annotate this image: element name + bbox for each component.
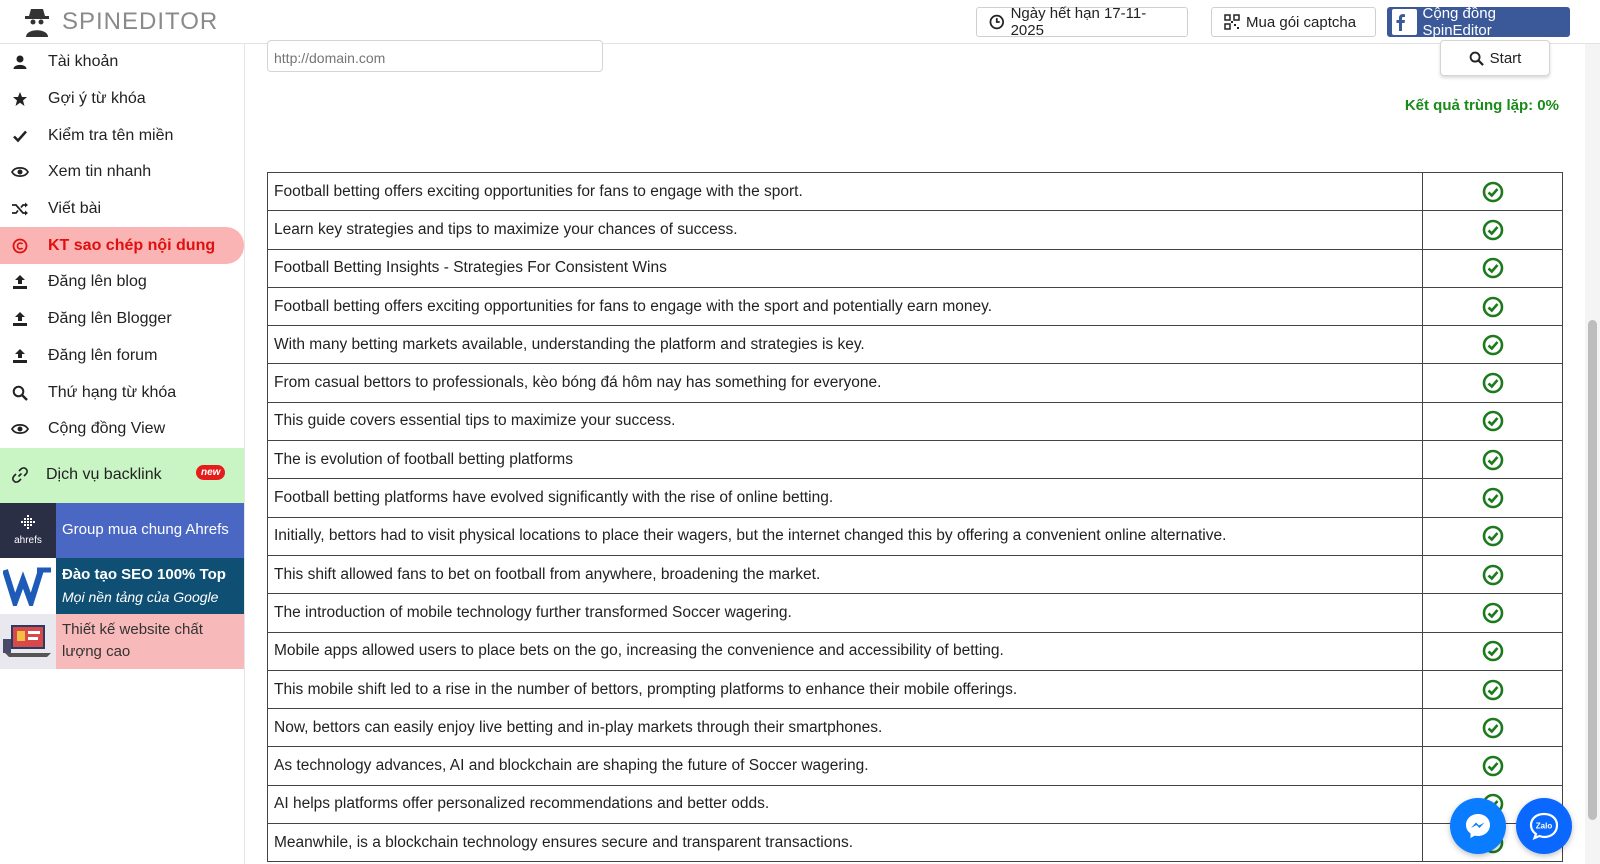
check-circle-icon — [1482, 296, 1504, 318]
promo-line-2: lượng cao — [62, 643, 131, 661]
clock-icon — [989, 14, 1005, 30]
facebook-community-button[interactable] — [1387, 7, 1570, 37]
expiry-date-button[interactable] — [976, 7, 1188, 37]
sentence-cell: From casual bettors to professionals, kèo bóng đá hôm nay has something for everyone. — [268, 364, 1423, 402]
sentence-cell: AI helps platforms offer personalized recommendations and better odds. — [268, 785, 1423, 823]
status-cell — [1423, 479, 1563, 517]
check-circle-icon — [1482, 640, 1504, 662]
results-table — [267, 172, 1563, 862]
table-row — [268, 211, 1563, 249]
start-label: Start — [1489, 49, 1522, 67]
check-circle-icon — [1482, 334, 1504, 356]
status-cell — [1423, 287, 1563, 325]
table-row — [268, 632, 1563, 670]
status-cell — [1423, 517, 1563, 555]
table-row — [268, 249, 1563, 287]
ahrefs-logo-text: ahrefs — [14, 534, 42, 546]
check-circle-icon — [1482, 717, 1504, 739]
sentence-cell: Initially, bettors had to visit physical locations to place their wagers, but the internet changed this by offering a convenient online alternative. — [268, 517, 1423, 555]
upload-icon — [10, 309, 30, 329]
sentence-cell: This shift allowed fans to bet on football from anywhere, broadening the market. — [268, 555, 1423, 593]
promo-text — [56, 564, 226, 608]
promo-seo-training[interactable] — [0, 558, 244, 614]
zalo-icon — [1528, 811, 1560, 841]
status-cell — [1423, 211, 1563, 249]
qr-code-icon — [1224, 14, 1240, 30]
status-cell — [1423, 632, 1563, 670]
status-cell — [1423, 441, 1563, 479]
sidebar-item-account[interactable] — [0, 44, 244, 81]
new-badge: new — [196, 465, 225, 480]
status-cell — [1423, 747, 1563, 785]
ahrefs-logo-icon — [0, 503, 56, 559]
check-circle-icon — [1482, 487, 1504, 509]
sidebar-item-label: Kiểm tra tên miền — [48, 126, 174, 144]
check-circle-icon — [1482, 564, 1504, 586]
captcha-label: Mua gói captcha — [1246, 13, 1357, 31]
eye-icon — [10, 162, 30, 182]
table-row — [268, 555, 1563, 593]
status-cell — [1423, 249, 1563, 287]
main-content — [245, 44, 1585, 864]
status-cell — [1423, 555, 1563, 593]
sidebar-item-keyword-suggest[interactable] — [0, 81, 244, 118]
table-row — [268, 517, 1563, 555]
sidebar-item-label: Thứ hạng từ khóa — [48, 383, 177, 401]
sidebar-item-backlink-service[interactable] — [0, 448, 244, 503]
upload-icon — [10, 272, 30, 292]
sidebar-item-label: Cộng đồng View — [48, 420, 166, 438]
sidebar-item-community-view[interactable] — [0, 411, 244, 448]
table-row — [268, 824, 1563, 862]
facebook-icon — [1392, 9, 1417, 35]
sidebar — [0, 44, 245, 864]
sentence-cell: Meanwhile, is a blockchain technology ensures secure and transparent transactions. — [268, 824, 1423, 862]
community-label: Cộng đồng SpinEditor — [1422, 5, 1496, 39]
promo-ahrefs-group[interactable] — [0, 503, 244, 559]
table-row — [268, 785, 1563, 823]
check-circle-icon — [1482, 257, 1504, 279]
sidebar-item-label: Xem tin nhanh — [48, 163, 152, 181]
status-cell — [1423, 594, 1563, 632]
sentence-cell: Football betting offers exciting opportunities for fans to engage with the sport and potentially earn money. — [268, 287, 1423, 325]
promo-line-1: Thiết kế website chất — [62, 621, 203, 639]
status-cell — [1423, 173, 1563, 211]
check-circle-icon — [1482, 410, 1504, 432]
sidebar-item-label: Gợi ý từ khóa — [48, 90, 146, 108]
user-icon — [10, 52, 30, 72]
sidebar-item-label: Đăng lên Blogger — [48, 310, 172, 328]
table-row — [268, 364, 1563, 402]
top-header — [0, 0, 1600, 44]
logo[interactable] — [22, 4, 218, 40]
link-icon — [10, 465, 30, 485]
table-row — [268, 287, 1563, 325]
check-circle-icon — [1482, 372, 1504, 394]
table-row — [268, 670, 1563, 708]
check-circle-icon — [1482, 525, 1504, 547]
w-logo-icon — [0, 558, 56, 614]
check-circle-icon — [1482, 219, 1504, 241]
status-cell — [1423, 709, 1563, 747]
sentence-cell: This guide covers essential tips to maximize your success. — [268, 402, 1423, 440]
sentence-cell: Football betting offers exciting opportunities for fans to engage with the sport. — [268, 173, 1423, 211]
sidebar-item-label: Viết bài — [48, 200, 102, 218]
messenger-chat-button[interactable] — [1450, 798, 1506, 854]
check-circle-icon — [1482, 602, 1504, 624]
table-row — [268, 173, 1563, 211]
status-cell — [1423, 364, 1563, 402]
sentence-cell: The is evolution of football betting platforms — [268, 441, 1423, 479]
promo-text — [56, 619, 203, 663]
search-icon — [10, 383, 30, 403]
sidebar-item-keyword-rank[interactable] — [0, 374, 244, 411]
star-icon — [10, 89, 30, 109]
table-row — [268, 747, 1563, 785]
sentence-cell: Now, bettors can easily enjoy live betting and in-play markets through their smartphones. — [268, 709, 1423, 747]
search-icon — [1469, 51, 1484, 66]
sidebar-item-plagiarism-check[interactable] — [0, 227, 244, 264]
table-row — [268, 441, 1563, 479]
check-circle-icon — [1482, 679, 1504, 701]
check-circle-icon — [1482, 449, 1504, 471]
scrollbar-thumb[interactable] — [1588, 320, 1597, 820]
sentence-cell: This mobile shift led to a rise in the number of bettors, prompting platforms to enhance their mobile offerings. — [268, 670, 1423, 708]
zalo-chat-button[interactable] — [1516, 798, 1572, 854]
table-row — [268, 402, 1563, 440]
sentence-cell: The introduction of mobile technology further transformed Soccer wagering. — [268, 594, 1423, 632]
sidebar-item-label: Dịch vụ backlink — [46, 466, 162, 484]
table-row — [268, 479, 1563, 517]
scrollbar[interactable] — [1585, 44, 1600, 864]
promo-subtitle: Mọi nền tảng của Google — [62, 588, 219, 605]
expiry-label: Ngày hết hạn 17-11-2025 — [1010, 5, 1147, 39]
duplicate-result: Kết quả trùng lặp: 0% — [1404, 97, 1559, 114]
sentence-cell: Mobile apps allowed users to place bets on the go, increasing the convenience and accessibility of betting. — [268, 632, 1423, 670]
sentence-cell: As technology advances, AI and blockchain are shaping the future of Soccer wagering. — [268, 747, 1423, 785]
sidebar-item-label: KT sao chép nội dung — [48, 236, 216, 254]
sidebar-item-domain-check[interactable] — [0, 117, 244, 154]
table-row — [268, 326, 1563, 364]
eye-icon — [10, 419, 30, 439]
logo-text: SPINEDITOR — [62, 8, 219, 35]
check-circle-icon — [1482, 181, 1504, 203]
check-circle-icon — [1482, 755, 1504, 777]
sentence-cell: With many betting markets available, understanding the platform and strategies is key. — [268, 326, 1423, 364]
shuffle-icon — [10, 199, 30, 219]
status-cell — [1423, 670, 1563, 708]
start-button[interactable] — [1440, 40, 1550, 76]
sidebar-item-write[interactable] — [0, 191, 244, 228]
sidebar-item-post-blogger[interactable] — [0, 301, 244, 338]
sidebar-item-label: Đăng lên blog — [48, 273, 147, 291]
table-row — [268, 709, 1563, 747]
status-cell — [1423, 402, 1563, 440]
copyright-icon — [10, 236, 30, 256]
spy-logo-icon — [22, 6, 52, 38]
messenger-icon — [1463, 811, 1493, 841]
laptop-icon — [0, 614, 56, 670]
buy-captcha-button[interactable] — [1211, 7, 1376, 37]
promo-title: Đào tạo SEO 100% Top — [62, 565, 226, 583]
url-input[interactable] — [267, 40, 603, 72]
table-row — [268, 594, 1563, 632]
check-icon — [10, 126, 30, 146]
upload-icon — [10, 346, 30, 366]
sidebar-item-label: Đăng lên forum — [48, 346, 158, 364]
sidebar-item-label: Tài khoản — [48, 53, 119, 71]
promo-web-design[interactable] — [0, 614, 244, 670]
sentence-cell: Football Betting Insights - Strategies For Consistent Wins — [268, 249, 1423, 287]
sentence-cell: Football betting platforms have evolved significantly with the rise of online betting. — [268, 479, 1423, 517]
svg-text:Zalo: Zalo — [1535, 821, 1553, 831]
sentence-cell: Learn key strategies and tips to maximize your chances of success. — [268, 211, 1423, 249]
status-cell — [1423, 326, 1563, 364]
sidebar-item-post-forum[interactable] — [0, 338, 244, 375]
promo-label: Group mua chung Ahrefs — [62, 521, 229, 539]
sidebar-item-news[interactable] — [0, 154, 244, 191]
sidebar-item-post-blog[interactable] — [0, 264, 244, 301]
